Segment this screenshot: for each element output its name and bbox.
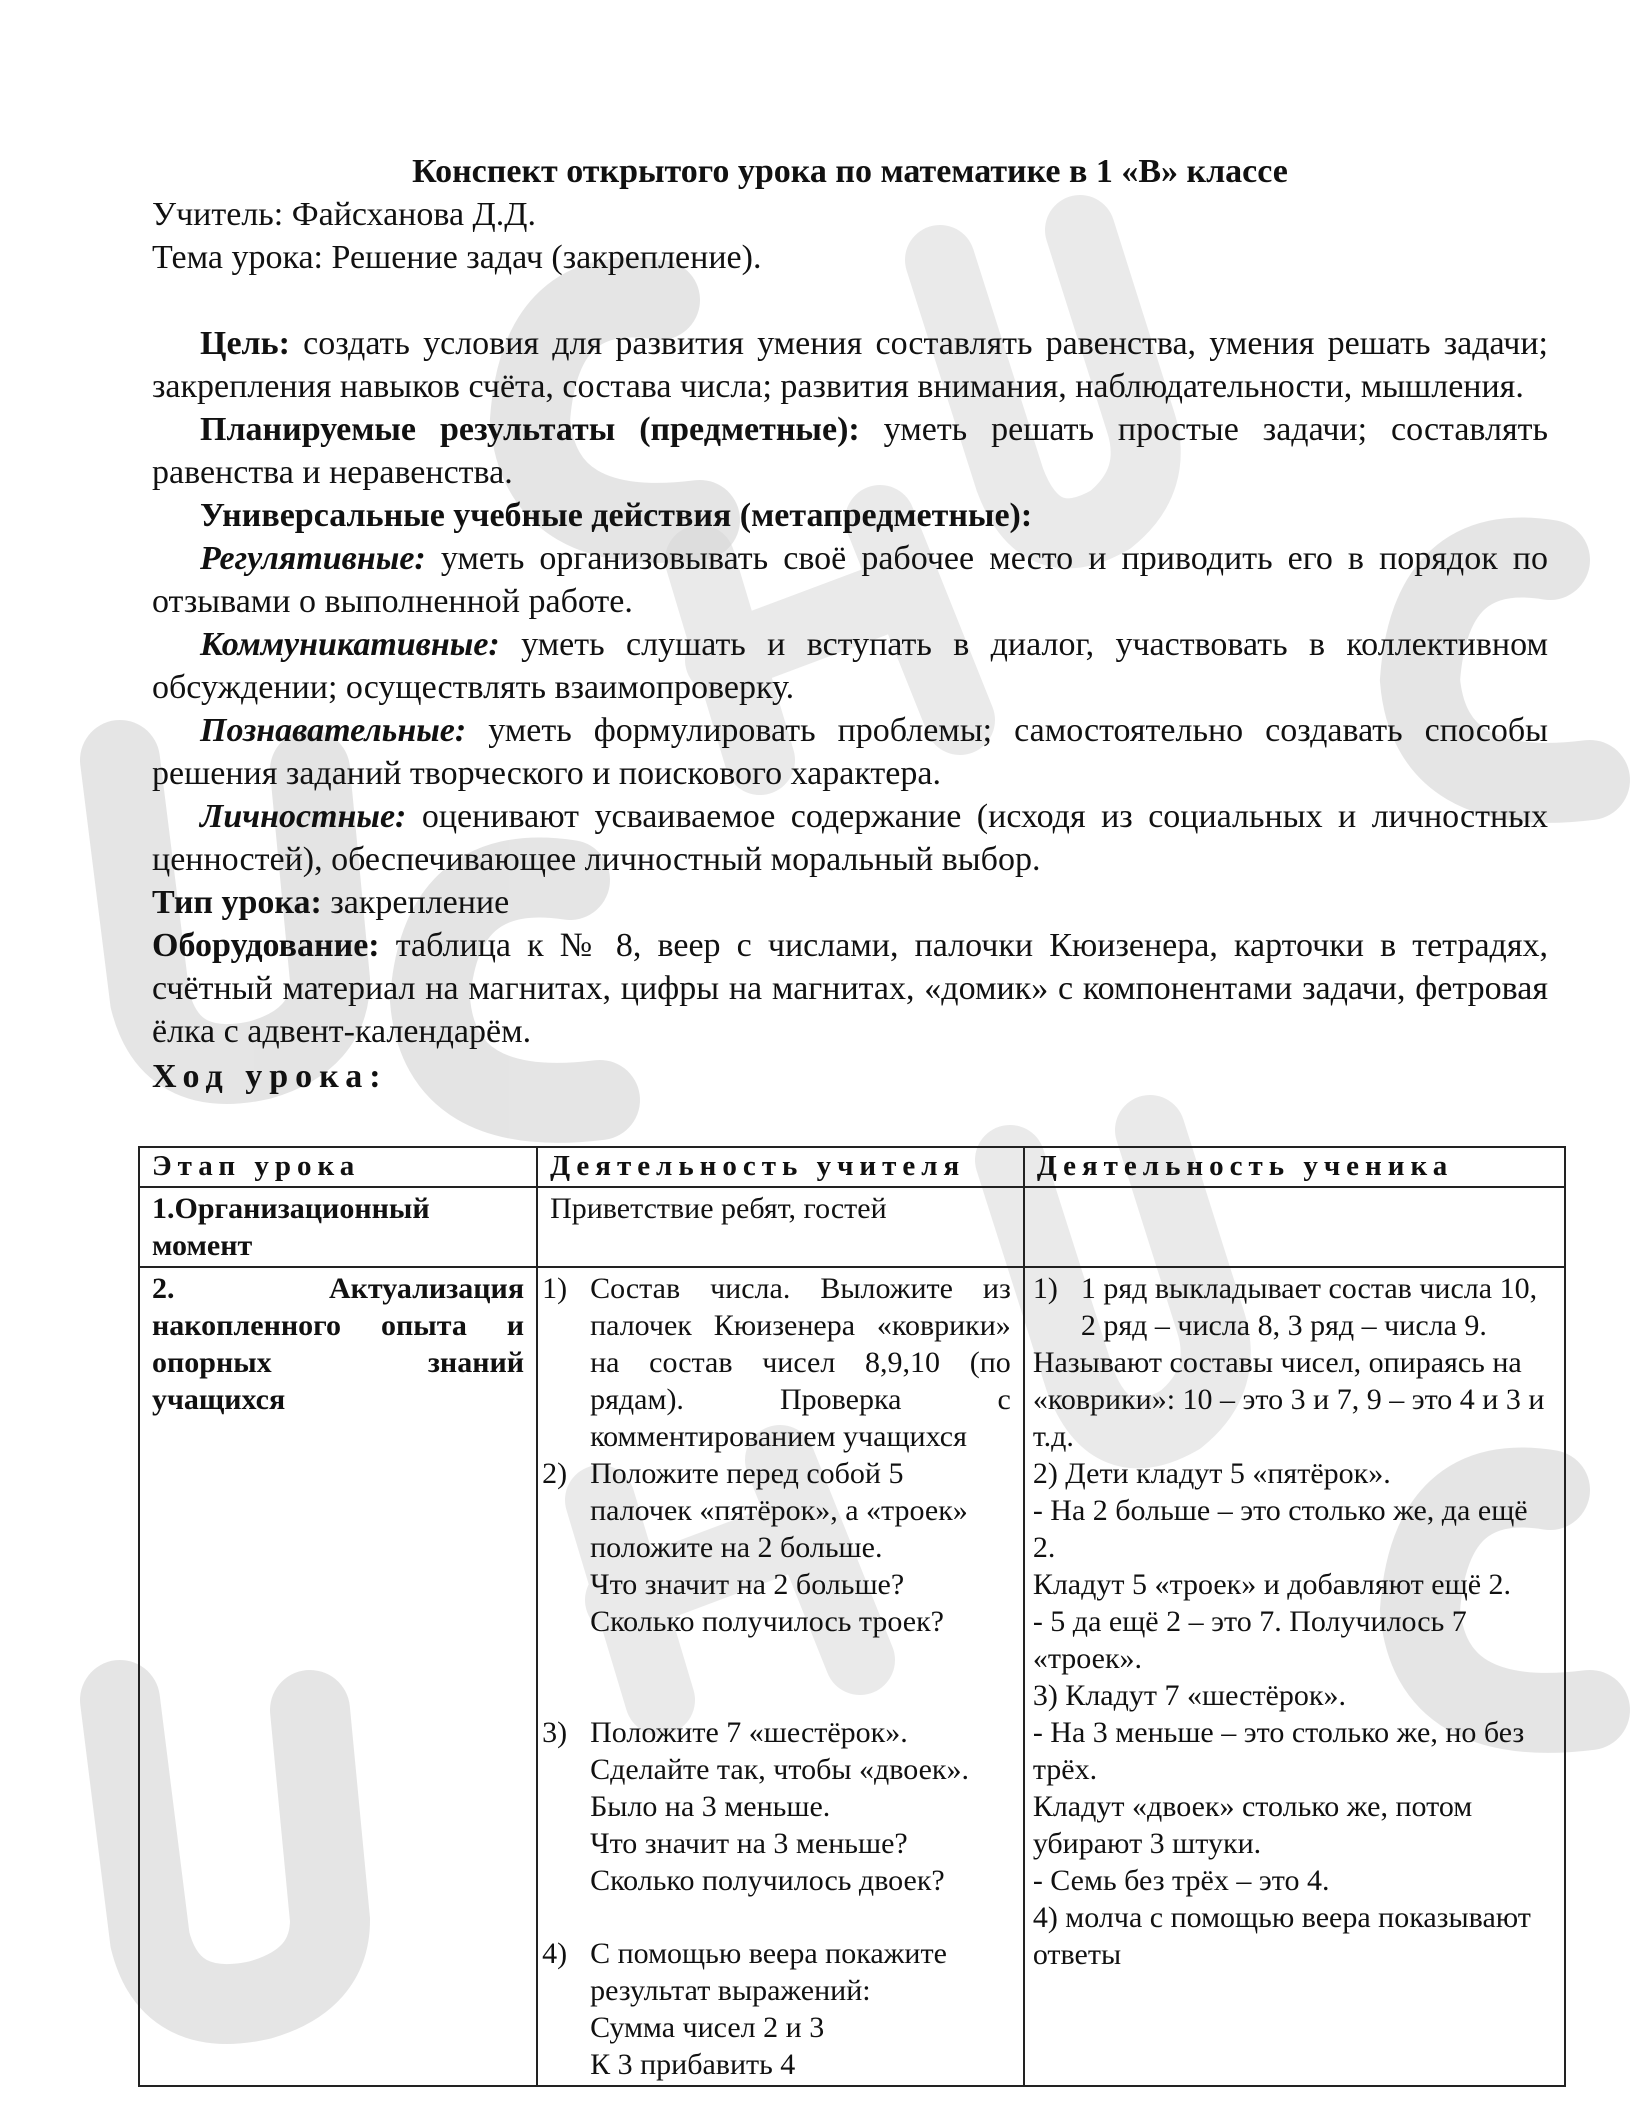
item-number: 4) [542,1937,568,1970]
regulative-text: уметь организовывать своё рабочее место и приводить его в порядок по отзывами о выполненной работе. [152,540,1548,620]
student-activity-cell [1024,1187,1565,1267]
stage-cell [139,1267,537,2086]
lesson-type-text: закрепление [321,884,510,921]
planned-label: Планируемые результаты (предметные): [200,411,860,448]
lesson-type-label: Тип урока: [152,884,322,921]
lesson-type-line [152,881,1548,924]
goal-text: создать условия для развития умения составлять равенства, умения решать задачи; закрепления навыков счёта, состава числа; развития внимания, наблюдательности, мышления. [152,325,1548,405]
planned-results-paragraph [152,408,1548,494]
item-number: 2) [542,1457,568,1490]
list-item [542,1714,1011,1899]
regulative-paragraph [152,537,1548,623]
cognitive-paragraph [152,709,1548,795]
equipment-paragraph [152,924,1548,1053]
regulative-label: Регулятивные: [200,540,426,577]
table-row [139,1187,1565,1267]
teacher-activity-cell: Приветствие ребят, гостей [537,1187,1024,1267]
goal-paragraph [152,322,1548,408]
header-teacher-activity: Деятельность учителя [537,1147,1024,1187]
planned-text: уметь решать простые задачи; составлять равенства и неравенства. [152,411,1548,491]
lesson-course-heading: Ход урока: [152,1058,388,1095]
cognitive-label: Познавательные: [200,712,467,749]
personal-paragraph [152,795,1548,881]
stage-cell: 1.Организационный момент [139,1187,537,1267]
communicative-label: Коммуникативные: [200,626,500,663]
teacher-activity-cell [537,1267,1024,2086]
table-header-row [139,1147,1565,1187]
goal-label: Цель: [200,325,290,362]
personal-text: оценивают усваиваемое содержание (исходя из социальных и личностных ценностей), обеспечивающее личностный моральный выбор. [152,798,1548,878]
table-row [139,1267,1565,2086]
item-number: 3) [542,1716,568,1749]
item-text: 1 ряд выкладывает состав числа 10, 2 ряд – числа 8, 3 ряд – числа 9. [1080,1272,1538,1342]
item-text: Положите перед собой 5 палочек «пятёрок», а «троек» положите на 2 больше. Что значит на 2 больше? Сколько получилось троек? [590,1457,968,1638]
list-item [542,1935,1011,2083]
stage-line: 2. Актуализация [152,1272,525,1305]
list-item [542,1455,1011,1640]
student-response-text: 3) Кладут 7 «шестёрок». - На 3 меньше – это столько же, но без трёх. Кладут «двоек» столько же, потом убирают 3 штуки. - Семь без трёх – это 4. [1032,1679,1525,1897]
item-text: Состав числа. Выложите из палочек Кюизенера «коврики» на состав чисел 8,9,10 (по рядам). Проверка с комментированием учащихся [590,1272,1011,1453]
communicative-paragraph [152,623,1548,709]
teacher-line: Учитель: Файсханова Д.Д. [152,196,536,233]
document-body [152,150,1548,1098]
lesson-plan-table [138,1146,1566,2087]
cognitive-text: уметь формулировать проблемы; самостоятельно создавать способы решения заданий творческого и поискового характера. [152,712,1548,792]
list-item [1033,1270,1552,1344]
equipment-text: таблица к № 8, веер с числами, палочки Кюизенера, карточки в тетрадях, счётный материал на магнитах, цифры на магнитах, «домик» с компонентами задачи, фетровая ёлка с адвент-календарём. [152,927,1548,1050]
student-activity-cell [1024,1267,1565,2086]
item-number: 1) [542,1272,568,1305]
equipment-label: Оборудование: [152,927,380,964]
stage-line: опорных знаний [152,1346,525,1379]
item-number: 1) [1032,1272,1058,1305]
stage-line: учащихся [152,1383,286,1416]
item-text: Положите 7 «шестёрок». Сделайте так, чтобы «двоек». Было на 3 меньше. Что значит на 3 меньше? Сколько получилось двоек? [590,1716,970,1897]
student-response-text: Называют составы чисел, опираясь на «коврики»: 10 – это 3 и 7, 9 – это 4 и 3 и т.д. 2) Дети кладут 5 «пятёрок». - На 2 больше – это столько же, да ещё 2. Кладут 5 «троек» и добавляют ещё 2. - 5 да ещё 2 – это 7. Получилось 7 «троек». [1032,1346,1545,1675]
list-item [542,1270,1011,1455]
student-response-text: 4) молча с помощью веера показывают ответы [1032,1901,1531,1971]
topic-line: Тема урока: Решение задач (закрепление). [152,239,762,276]
header-student-activity: Деятельность ученика [1024,1147,1565,1187]
stage-line: накопленного опыта и [152,1309,525,1342]
header-stage: Этап урока [139,1147,537,1187]
document-title: Конспект открытого урока по математике в 1 «В» классе [412,153,1288,190]
uud-heading: Универсальные учебные действия (метапредметные): [200,497,1033,534]
personal-label: Личностные: [200,798,407,835]
communicative-text: уметь слушать и вступать в диалог, участвовать в коллективном обсуждении; осуществлять взаимопроверку. [152,626,1548,706]
item-text: С помощью веера покажите результат выражений: Сумма чисел 2 и 3 К 3 прибавить 4 [590,1937,947,2081]
